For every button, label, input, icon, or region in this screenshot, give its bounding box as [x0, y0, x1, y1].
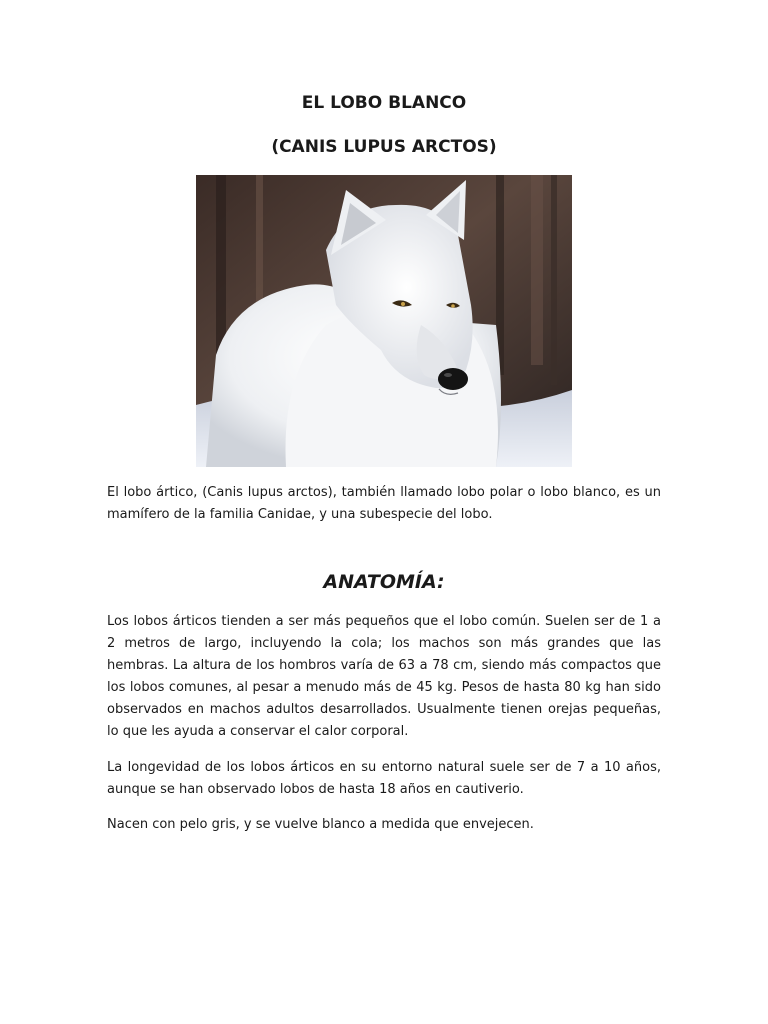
white-wolf-photo — [196, 175, 572, 467]
document-title: EL LOBO BLANCO — [301, 93, 467, 113]
section-heading: ANATOMÍA: — [323, 571, 445, 593]
anatomy-paragraph: Los lobos árticos tienden a ser más pequeños que el lobo común. Suelen ser de 1 a 2 metros de largo, incluyendo la cola; los machos son más grandes que las hembras. La altura de los hombros varía de 63 a 78 cm, siendo más compactos que los lobos comunes, al pesar a menudo más de 45 kg. Pesos de hasta 80 kg han sido observados en machos adultos desarrollados. Usualmente tienen orejas pequeñas, lo que les ayuda a conservar el calor corporal. — [107, 614, 661, 739]
longevity-paragraph: La longevidad de los lobos árticos en su entorno natural suele ser de 7 a 10 años, aunque se han observado lobos de hasta 18 años en cautiverio. — [107, 760, 661, 797]
fur-color-paragraph: Nacen con pelo gris, y se vuelve blanco a medida que envejecen. — [107, 817, 534, 832]
document-subtitle: (CANIS LUPUS ARCTOS) — [271, 137, 497, 157]
intro-paragraph: El lobo ártico, (Canis lupus arctos), también llamado lobo polar o lobo blanco, es un mamífero de la familia Canidae, y una subespecie del lobo. — [107, 485, 661, 522]
